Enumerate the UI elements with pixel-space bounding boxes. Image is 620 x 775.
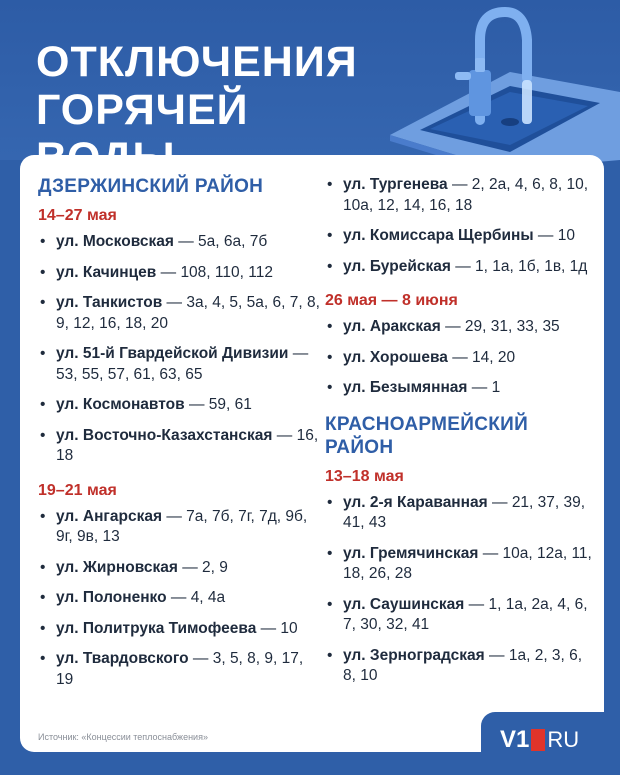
street-list (325, 317, 595, 399)
street-name: ул. Космонавтов (56, 396, 185, 413)
list-item (325, 595, 595, 636)
house-numbers: — 14, 20 (447, 348, 516, 366)
street-name: ул. Хорошева (343, 348, 448, 366)
district-title-dzerzhinsky: ДЗЕРЖИНСКИЙ РАЙОН (38, 176, 264, 197)
district-title-line-1: КРАСНОАРМЕЙСКИЙ (325, 413, 529, 435)
street-name: ул. Безымянная (343, 379, 468, 396)
house-numbers: — 3, 5, 8, 9, 17, 19 (56, 650, 304, 688)
right-column (325, 175, 595, 697)
street-name: ул. Зерноградская (343, 646, 485, 664)
street-name: ул. Твардовского (56, 650, 189, 667)
house-numbers: — 1а, 2, 3, 6, 8, 10 (343, 646, 583, 684)
list-item (38, 232, 320, 253)
house-numbers: — 2, 9 (177, 558, 228, 576)
period-date: 26 мая — 8 июня (325, 292, 458, 309)
title-line-2: ГОРЯЧЕЙ (36, 86, 249, 134)
list-item (325, 226, 595, 247)
list-item (38, 263, 320, 284)
street-name: ул. Саушинская (343, 595, 465, 613)
house-numbers: — 7а, 7б, 7г, 7д, 9б, 9г, 9в, 13 (56, 507, 308, 545)
street-name: ул. Качинцев (56, 263, 157, 281)
title-line-1: ОТКЛЮЧЕНИЯ (36, 38, 358, 86)
house-numbers: — 21, 37, 39, 41, 43 (343, 493, 586, 531)
source-note: Источник: «Концессии теплоснабжения» (38, 732, 208, 742)
list-item (325, 544, 595, 585)
logo-v1-text: V1 (500, 726, 530, 753)
street-list (38, 232, 320, 467)
list-item (325, 348, 595, 369)
street-name: ул. Политрука Тимофеева (56, 619, 257, 637)
v1-logo[interactable] (500, 725, 579, 755)
house-numbers: — 1 (467, 379, 501, 396)
house-numbers: — 5а, 6а, 7б (173, 233, 268, 250)
house-numbers: — 2, 2а, 4, 6, 8, 10, 10а, 12, 14, 16, 18 (343, 176, 589, 214)
district-title-line-2: РАЙОН (325, 436, 394, 458)
list-item (325, 257, 595, 278)
house-numbers: — 16, 18 (56, 426, 319, 464)
street-name: ул. 51-й Гвардейской Дивизии (56, 345, 289, 362)
period-date: 13–18 мая (325, 467, 404, 485)
district-title-krasnoarmeysky (325, 413, 595, 459)
house-numbers: — 108, 110, 112 (156, 263, 273, 281)
street-name: ул. Полоненко (56, 589, 167, 606)
street-name: ул. 2-я Караванная (343, 493, 488, 511)
list-item (38, 426, 320, 467)
list-item (325, 378, 595, 399)
list-item (325, 317, 595, 338)
street-name: ул. Тургенева (343, 176, 448, 193)
logo-red-bar (531, 729, 545, 751)
list-item (38, 649, 320, 690)
house-numbers: — 59, 61 (184, 396, 252, 413)
list-item (325, 646, 595, 687)
left-column (38, 175, 320, 700)
list-item (38, 619, 320, 640)
list-item (325, 175, 595, 216)
street-list (325, 493, 595, 687)
list-item (38, 558, 320, 579)
street-name: ул. Комиссара Щербины (343, 227, 534, 244)
street-name: ул. Московская (56, 233, 174, 250)
content-card (20, 155, 604, 752)
street-name: ул. Бурейская (343, 257, 451, 275)
street-name: ул. Жирновская (56, 558, 178, 576)
header-banner (0, 0, 620, 160)
house-numbers: — 10 (256, 619, 298, 637)
house-numbers: — 1, 1а, 1б, 1в, 1д (450, 257, 588, 275)
list-item (38, 344, 320, 385)
street-name: ул. Аракская (343, 318, 441, 335)
logo-ru-text: RU (547, 727, 580, 752)
house-numbers: — 10 (533, 227, 575, 244)
house-numbers: — 10а, 12а, 11, 18, 26, 28 (343, 544, 592, 582)
house-numbers: — 4, 4а (166, 589, 226, 606)
street-name: ул. Гремячинская (343, 544, 479, 562)
street-list (38, 507, 320, 691)
street-list (325, 175, 595, 277)
house-numbers: — 29, 31, 33, 35 (440, 318, 560, 335)
list-item (325, 493, 595, 534)
street-name: ул. Восточно-Казахстанская (56, 426, 273, 444)
list-item (38, 507, 320, 548)
list-item (38, 588, 320, 609)
period-date: 14–27 мая (38, 207, 117, 224)
period-date: 19–21 мая (38, 481, 117, 499)
list-item (38, 395, 320, 416)
street-name: ул. Ангарская (56, 507, 163, 525)
street-name: ул. Танкистов (56, 294, 163, 311)
house-numbers: — 3а, 4, 5, 5а, 6, 7, 8, 9, 12, 16, 18, 20 (56, 294, 320, 332)
house-numbers: — 53, 55, 57, 61, 63, 65 (56, 345, 309, 383)
house-numbers: — 1, 1а, 2а, 4, 6, 7, 30, 32, 41 (343, 595, 588, 633)
sink-faucet-illustration (385, 0, 620, 170)
list-item (38, 293, 320, 334)
